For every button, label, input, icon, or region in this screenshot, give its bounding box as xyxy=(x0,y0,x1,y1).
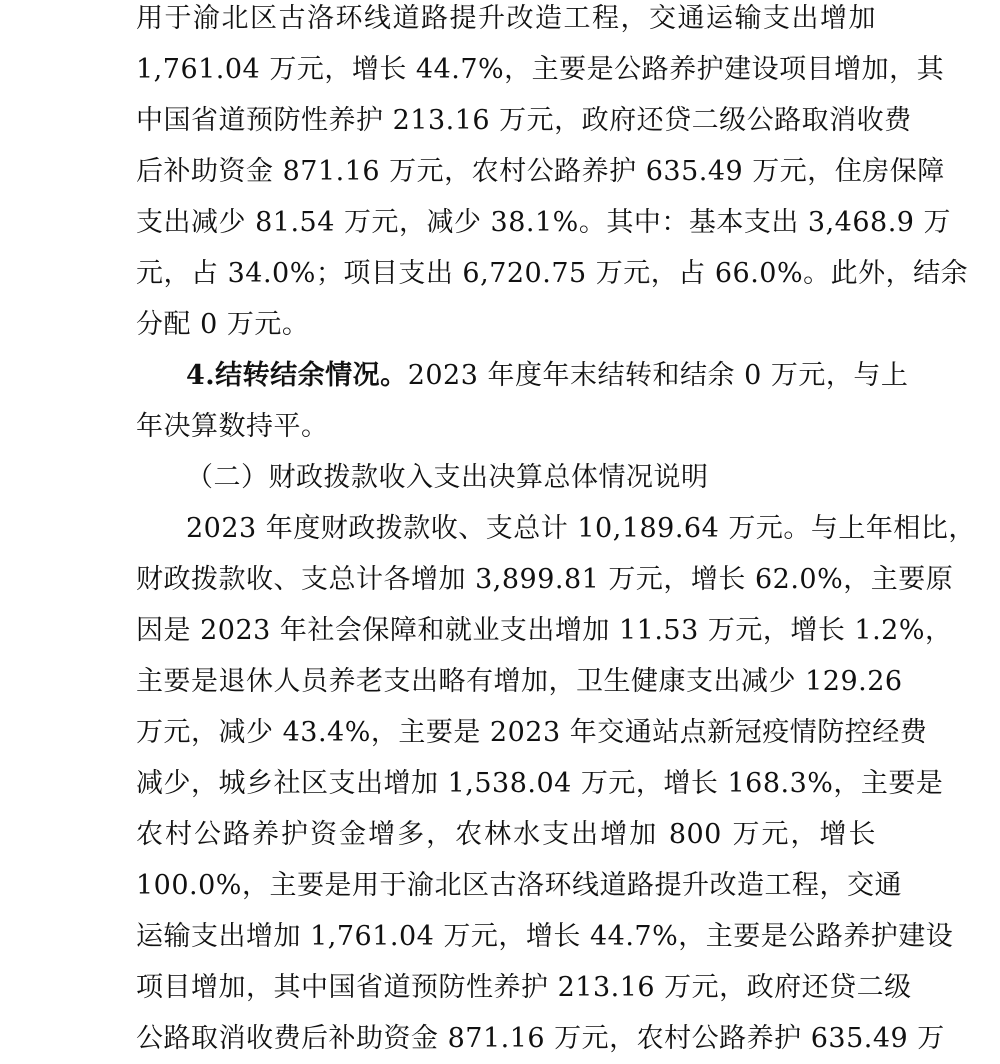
para2-line-5: 万元，减少 43.4%，主要是 2023 年交通站点新冠疫情防控经费 xyxy=(136,717,928,748)
para2-line-9: 运输支出增加 1,761.04 万元，增长 44.7%，主要是公路养护建设 xyxy=(136,921,954,952)
para2-line-4: 主要是退休人员养老支出略有增加，卫生健康支出减少 129.26 xyxy=(136,666,903,697)
para2-line-7: 农村公路养护资金增多，农林水支出增加 800 万元，增长 xyxy=(136,819,876,850)
paragraph-line-3: 中国省道预防性养护 213.16 万元，政府还贷二级公路取消收费 xyxy=(136,105,912,136)
paragraph-line-4: 后补助资金 871.16 万元，农村公路养护 635.49 万元，住房保障 xyxy=(136,156,945,187)
section4-text: 2023 年度年末结转和结余 0 万元，与上 xyxy=(407,360,909,391)
paragraph-line-5: 支出减少 81.54 万元，减少 38.1%。其中：基本支出 3,468.9 万 xyxy=(136,207,952,238)
section2-title: （二）财政拨款收入支出决算总体情况说明 xyxy=(186,462,709,493)
section4-line-1 xyxy=(186,350,909,401)
para2-line-1: 2023 年度财政拨款收、支总计 10,189.64 万元。与上年相比， xyxy=(186,513,976,544)
para2-line-10: 项目增加，其中国省道预防性养护 213.16 万元，政府还贷二级 xyxy=(136,972,912,1003)
paragraph-line-2: 1,761.04 万元，增长 44.7%，主要是公路养护建设项目增加，其 xyxy=(136,54,945,85)
para2-line-2: 财政拨款收、支总计各增加 3,899.81 万元，增长 62.0%，主要原 xyxy=(136,564,954,595)
para2-line-11: 公路取消收费后补助资金 871.16 万元，农村公路养护 635.49 万 xyxy=(136,1023,945,1054)
section4-heading: 4.结转结余情况。 xyxy=(186,360,408,391)
paragraph-line-6: 元，占 34.0%；项目支出 6,720.75 万元，占 66.0%。此外，结余 xyxy=(136,258,969,289)
para2-line-8: 100.0%，主要是用于渝北区古洛环线道路提升改造工程，交通 xyxy=(136,870,902,901)
paragraph-line-7: 分配 0 万元。 xyxy=(136,309,310,340)
section4-line-2: 年决算数持平。 xyxy=(136,411,329,442)
para2-line-6: 减少，城乡社区支出增加 1,538.04 万元，增长 168.3%，主要是 xyxy=(136,768,944,799)
para2-line-3: 因是 2023 年社会保障和就业支出增加 11.53 万元，增长 1.2%， xyxy=(136,615,953,646)
paragraph-line-1: 用于渝北区古洛环线道路提升改造工程，交通运输支出增加 xyxy=(136,3,876,34)
